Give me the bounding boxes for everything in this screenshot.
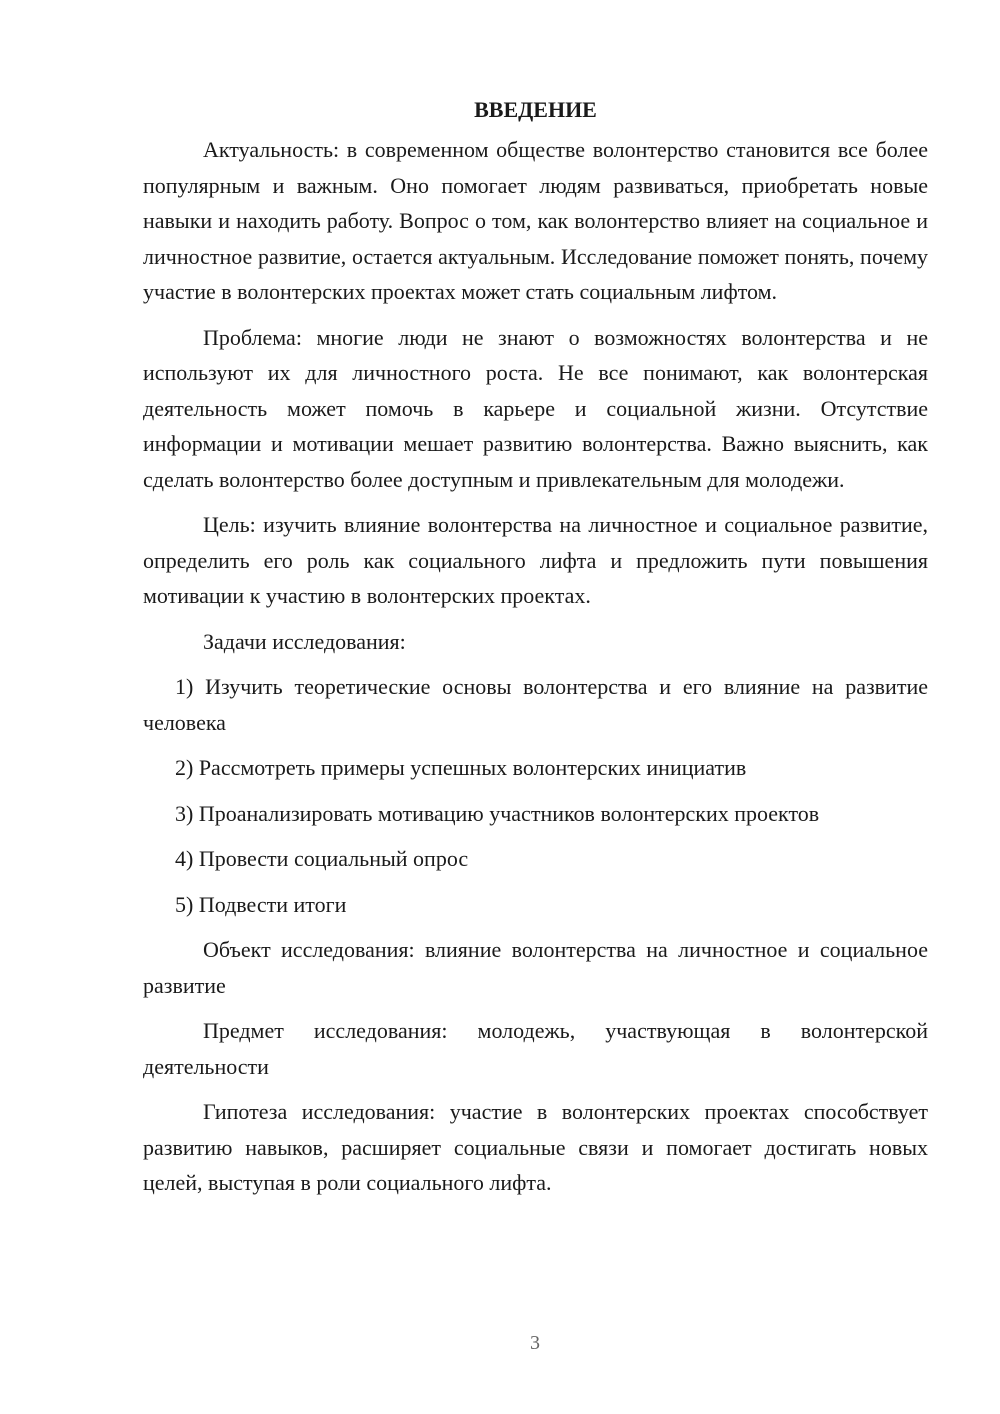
relevance-paragraph: Актуальность: в современном обществе волонтерство становится все более популярным и важным. Оно помогает людям развиваться, приобретать новые навыки и находить работу. Вопрос о том, как волонтерство влияет на социальное и личностное развитие, остается актуальным. Исследование поможет понять, почему участие в волонтерских проектах может стать социальным лифтом. bbox=[143, 137, 928, 304]
task-item-1: 1) Изучить теоретические основы волонтерства и его влияние на развитие человека bbox=[143, 674, 928, 735]
goal-paragraph: Цель: изучить влияние волонтерства на личностное и социальное развитие, определить его роль как социального лифта и предложить пути повышения мотивации к участию в волонтерских проектах. bbox=[143, 512, 928, 608]
task-item-5: 5) Подвести итоги bbox=[175, 891, 347, 917]
object-paragraph: Объект исследования: влияние волонтерства на личностное и социальное развитие bbox=[143, 937, 928, 998]
task-item-3: 3) Проанализировать мотивацию участников волонтерских проектов bbox=[175, 800, 820, 826]
task-item-4: 4) Провести социальный опрос bbox=[175, 846, 469, 871]
subject-paragraph: Предмет исследования: молодежь, участвующая в волонтерской деятельности bbox=[143, 1018, 928, 1079]
problem-paragraph: Проблема: многие люди не знают о возможностях волонтерства и не используют их для личностного роста. Не все понимают, как волонтерская деятельность может помочь в карьере и социальной жизни. Отсутствие информации и мотивации мешает развитию волонтерства. Важно выяснить, как сделать волонтерство более доступным и привлекательным для молодежи. bbox=[143, 324, 928, 492]
task-item-2: 2) Рассмотреть примеры успешных волонтерских инициатив bbox=[175, 755, 747, 780]
tasks-heading: Задачи исследования: bbox=[203, 628, 406, 654]
page-number: 3 bbox=[530, 1332, 540, 1354]
section-title: ВВЕДЕНИЕ bbox=[474, 97, 597, 122]
tasks-list bbox=[143, 669, 928, 922]
hypothesis-paragraph: Гипотеза исследования: участие в волонтерских проектах способствует развитию навыков, расширяет социальные связи и помогает достигать новых целей, выступая в роли социального лифта. bbox=[143, 1099, 928, 1195]
document-page bbox=[143, 92, 928, 1211]
